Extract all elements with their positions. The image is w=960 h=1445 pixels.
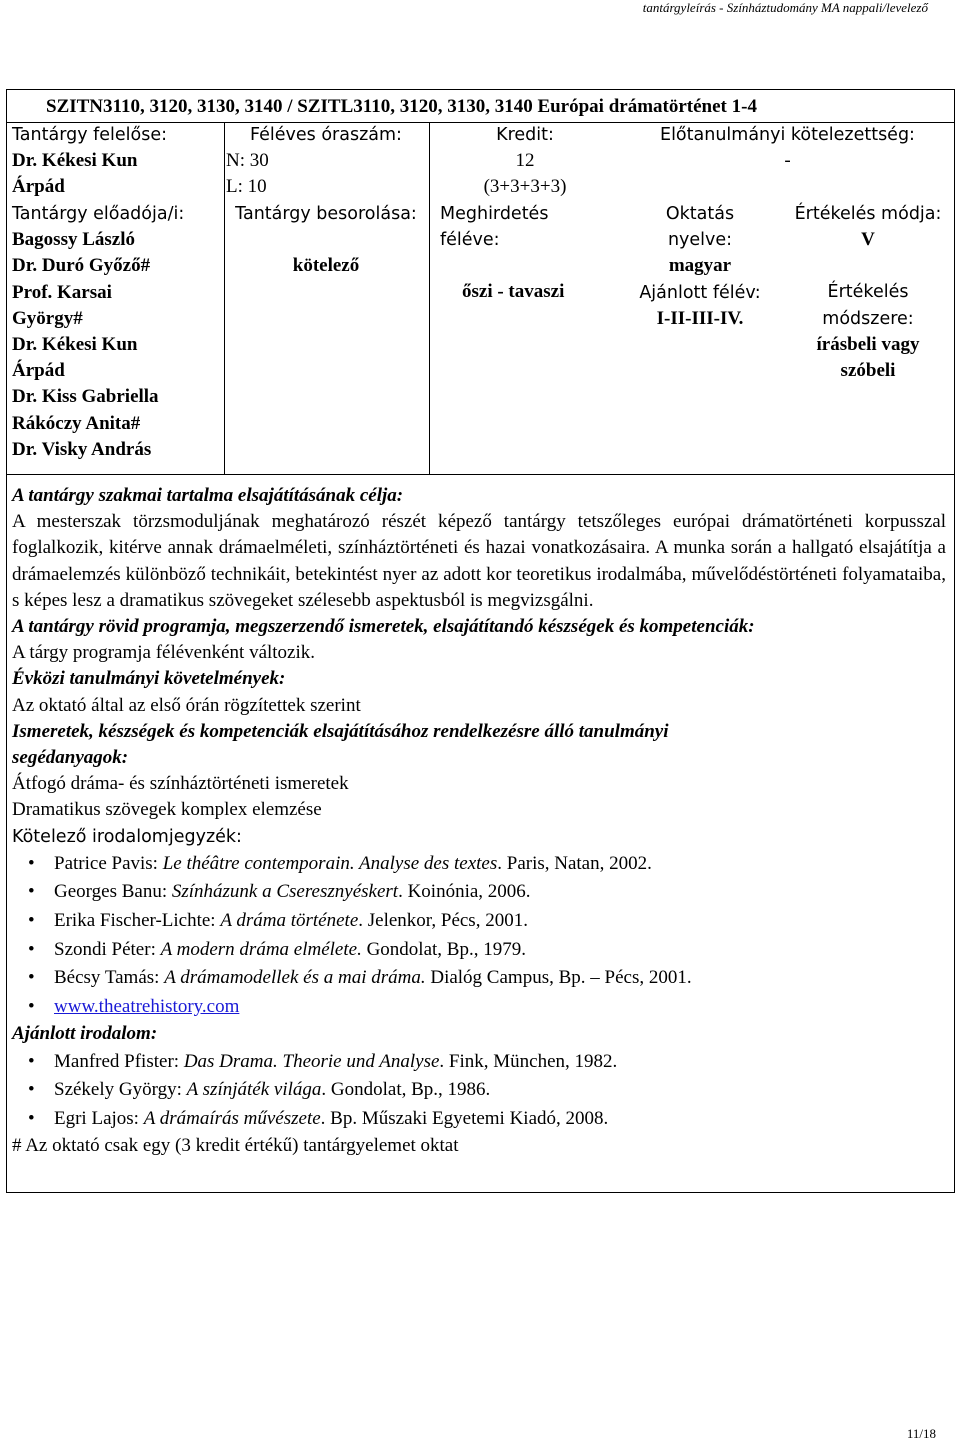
responsible-cell <box>12 122 222 201</box>
assessment-value: V <box>861 229 875 251</box>
page-number: 11/18 <box>906 1426 936 1441</box>
lecturer-name: Dr. Duró Győző# <box>12 255 151 277</box>
table-divider <box>6 474 955 475</box>
lecturer-name: Bagossy László <box>12 229 135 251</box>
lecturers-cell <box>12 201 222 463</box>
semester-cell <box>440 201 620 306</box>
assessment-label: Értékelés módja: <box>794 204 942 224</box>
lecturer-name: Árpád <box>12 360 65 382</box>
language-label: nyelve: <box>667 230 733 251</box>
assessment-method-label: módszere: <box>822 308 914 329</box>
hours-label: Féléves óraszám: <box>250 125 402 145</box>
responsible-name: Árpád <box>12 176 65 198</box>
recommended-reading-heading: Ajánlott irodalom: <box>12 1023 158 1045</box>
program-heading: A tantárgy rövid programja, megszerzendő ismeretek, elsajátítandó készségek és kompetenciák: <box>12 616 755 638</box>
semester-label: féléve: <box>440 230 500 251</box>
assessment-method-label: Értékelés <box>827 282 909 303</box>
footnote: # Az oktató csak egy (3 kredit értékű) tantárgyelemet oktat <box>12 1135 459 1157</box>
classification-label: Tantárgy besorolása: <box>235 204 417 224</box>
lecturers-label: Tantárgy előadója/i: <box>12 204 185 224</box>
prerequisite-value: - <box>784 150 791 172</box>
credit-cell <box>430 122 620 201</box>
classification-value: kötelező <box>292 255 360 277</box>
language-value: magyar <box>668 255 732 277</box>
lecturer-name: Rákóczy Anita# <box>12 412 141 434</box>
credit-detail: (3+3+3+3) <box>483 176 567 198</box>
mandatory-reading-list <box>12 850 946 1022</box>
hours-cell <box>226 122 426 201</box>
course-description <box>12 483 946 1160</box>
responsible-name: Dr. Kékesi Kun <box>12 150 138 172</box>
assessment-method-value: szóbeli <box>840 360 896 382</box>
responsible-label: Tantárgy felelőse: <box>12 125 168 145</box>
column-divider <box>224 122 225 474</box>
prerequisite-label: Előtanulmányi kötelezettség: <box>660 125 915 145</box>
credit-label: Kredit: <box>496 125 554 145</box>
requirements-text: Az oktató által az első órán rögzítettek szerint <box>12 694 361 716</box>
assessment-cell <box>780 201 956 384</box>
materials-line: Dramatikus szövegek komplex elemzése <box>12 799 322 821</box>
list-item: • Szondi Péter: A modern dráma elmélete. Gondolat, Bp., 1979. <box>12 936 946 965</box>
hours-n: N: 30 <box>226 150 269 172</box>
requirements-heading: Évközi tanulmányi követelmények: <box>12 668 286 690</box>
list-item <box>12 993 946 1022</box>
language-cell <box>620 201 780 332</box>
recommended-reading-list <box>12 1048 946 1134</box>
lecturer-name: Dr. Visky András <box>12 438 152 460</box>
list-item: • Patrice Pavis: Le théâtre contemporain. Analyse des textes. Paris, Natan, 2002. <box>12 850 946 879</box>
aim-heading: A tantárgy szakmai tartalma elsajátításának célja: <box>12 485 404 506</box>
recommended-semester-label: Ajánlott félév: <box>639 282 761 303</box>
language-label: Oktatás <box>665 204 735 224</box>
prerequisite-cell <box>625 122 950 174</box>
classification-cell <box>226 201 426 279</box>
list-item: • Székely György: A színjáték világa. Gondolat, Bp., 1986. <box>12 1076 946 1105</box>
course-title: SZITN3110, 3120, 3130, 3140 / SZITL3110, 3120, 3130, 3140 Európai drámatörténet 1-4 <box>46 96 757 117</box>
semester-label: Meghirdetés <box>440 204 549 224</box>
theatrehistory-link[interactable]: www.theatrehistory.com <box>54 995 240 1017</box>
list-item: • Egri Lajos: A drámaírás művészete. Bp. Műszaki Egyetemi Kiadó, 2008. <box>12 1105 946 1134</box>
list-item: • Bécsy Tamás: A drámamodellek és a mai dráma. Dialóg Campus, Bp. – Pécs, 2001. <box>12 964 946 993</box>
credit-value: 12 <box>515 150 535 172</box>
materials-heading: segédanyagok: <box>12 747 129 769</box>
materials-line: Átfogó dráma- és színháztörténeti ismeretek <box>12 773 349 795</box>
list-item: • Erika Fischer-Lichte: A dráma története. Jelenkor, Pécs, 2001. <box>12 907 946 936</box>
lecturer-name: Dr. Kékesi Kun <box>12 334 138 356</box>
lecturer-name: György# <box>12 307 83 329</box>
lecturer-name: Prof. Karsai <box>12 281 112 303</box>
running-header: tantárgyleírás - Színháztudomány MA nappali/levelező <box>642 0 928 15</box>
mandatory-reading-heading: Kötelező irodalomjegyzék: <box>12 826 242 847</box>
list-item: • Georges Banu: Színházunk a Cseresznyéskert. Koinónia, 2006. <box>12 878 946 907</box>
aim-text: A mesterszak törzsmoduljának meghatározó részét képező tantárgy tetszőleges európai drámatörténeti korpusszal foglalkozik, kitérve annak drámaelméleti, színháztörténeti és hazai vonatkozásaira. A munka során a hallgató elsajátítja a drámaelemzés különböző technikáit, betekintést nyer az adott kor teoretikus irodalmába, művelődéstörténeti folyamataiba, s képes lesz a dramatikus szövegeket szélesebb aspektusból is megvizsgálni. <box>12 511 946 611</box>
lecturer-name: Dr. Kiss Gabriella <box>12 386 159 408</box>
assessment-method-value: írásbeli vagy <box>816 333 920 355</box>
semester-value: őszi - tavaszi <box>462 281 565 303</box>
materials-heading: Ismeretek, készségek és kompetenciák elsajátításához rendelkezésre álló tanulmányi <box>12 720 669 742</box>
list-item: • Manfred Pfister: Das Drama. Theorie und Analyse. Fink, München, 1982. <box>12 1048 946 1077</box>
program-text: A tárgy programja félévenként változik. <box>12 642 316 664</box>
hours-l: L: 10 <box>226 176 267 198</box>
recommended-semester-value: I-II-III-IV. <box>656 307 744 329</box>
